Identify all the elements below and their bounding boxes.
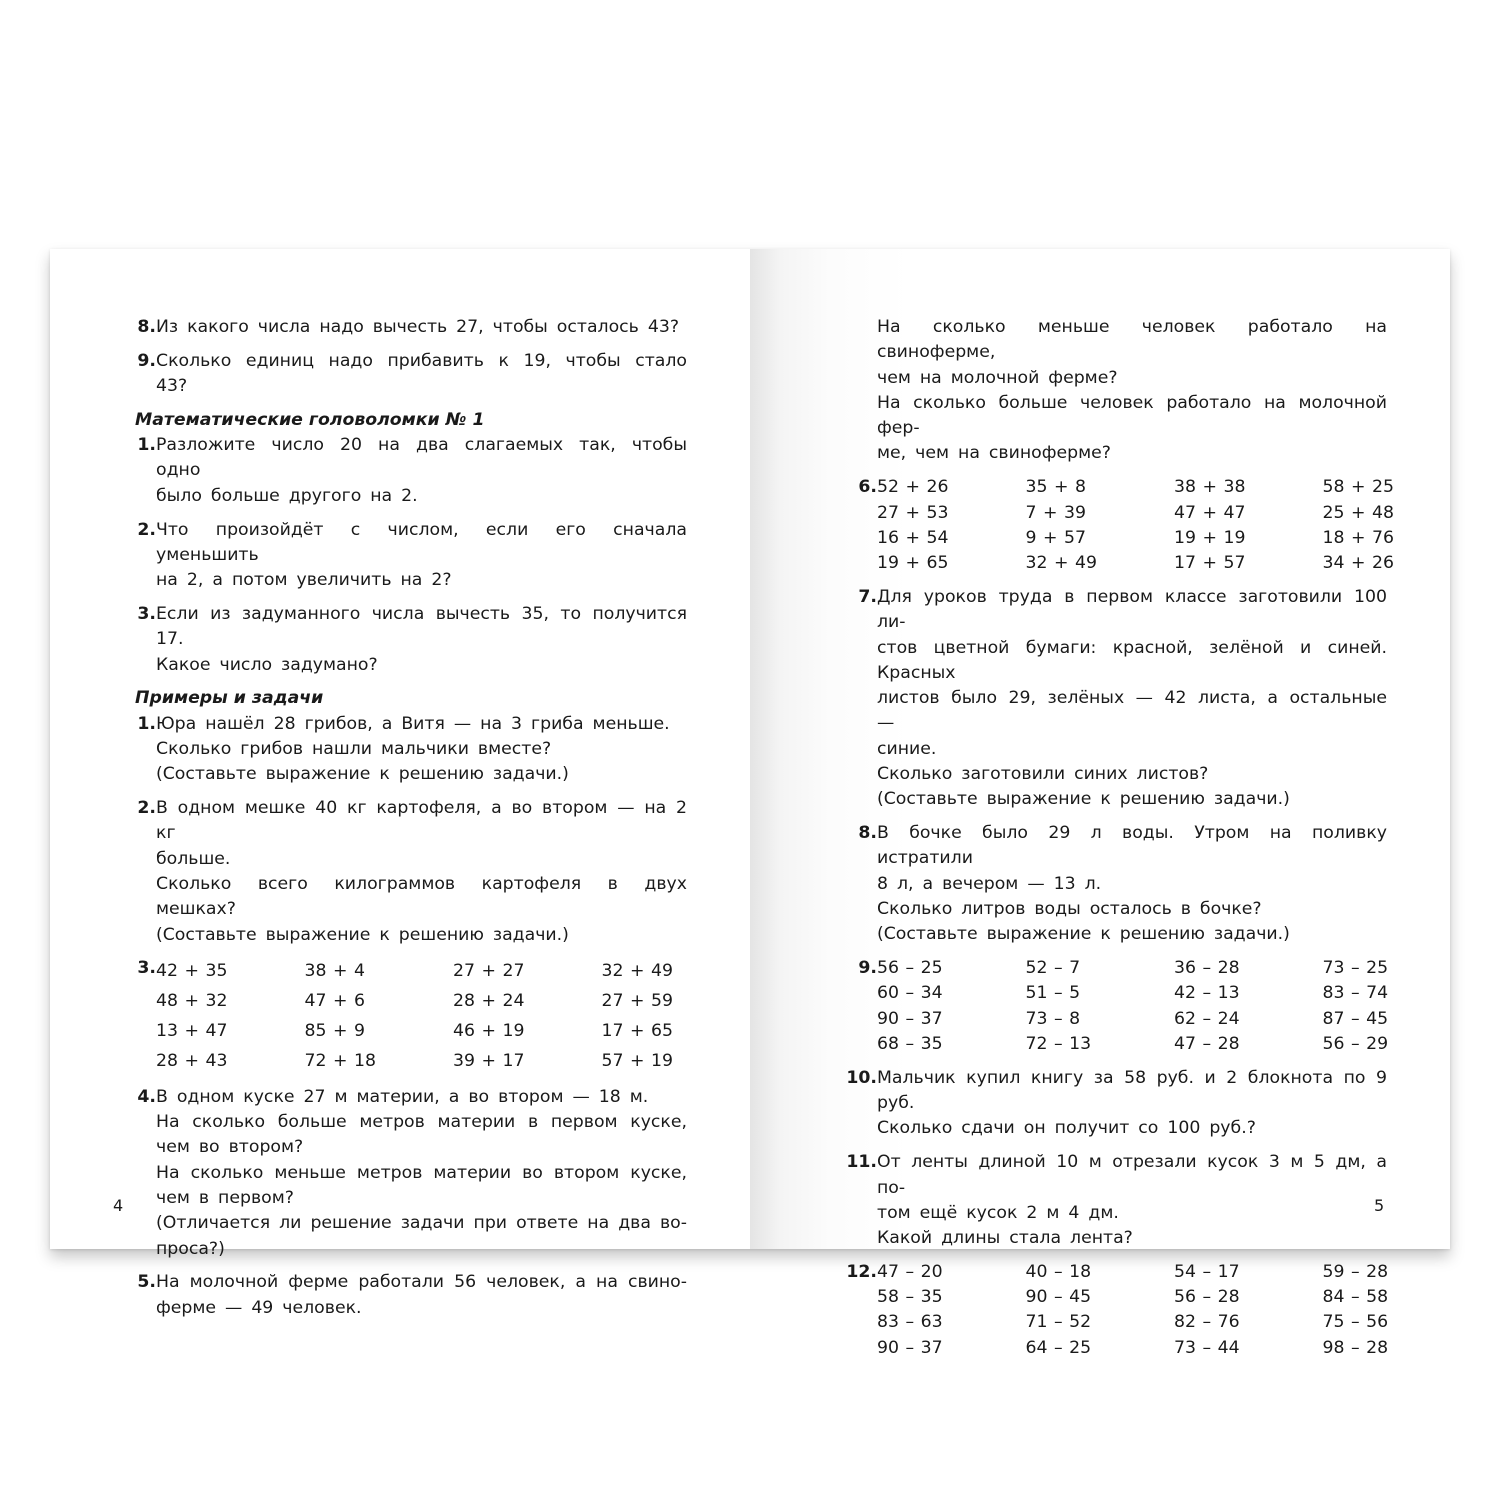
expression-cell: 13 + 47 bbox=[156, 1021, 228, 1042]
expression-cell: 58 – 35 bbox=[877, 1287, 943, 1308]
task-line: Сколько сдачи он получит со 100 руб.? bbox=[877, 1118, 1256, 1139]
task-line: синие. bbox=[877, 738, 937, 759]
expression-cell: 62 – 24 bbox=[1174, 1008, 1240, 1029]
expression-cell: 9 + 57 bbox=[1025, 527, 1086, 548]
task-number: 8. bbox=[858, 823, 877, 844]
task-line: Сколько всего килограммов картофеля в двух мешках? bbox=[156, 873, 687, 920]
task-line: чем во втором? bbox=[156, 1137, 304, 1158]
left-page bbox=[50, 249, 750, 1318]
expression-cell: 48 + 32 bbox=[156, 991, 228, 1012]
task-line: (Составьте выражение к решению задачи.) bbox=[156, 764, 569, 785]
task-number: 11. bbox=[846, 1152, 877, 1173]
expression-cell: 57 + 19 bbox=[601, 1051, 673, 1072]
expression-cell: 35 + 8 bbox=[1025, 477, 1086, 498]
expression-cell: 51 – 5 bbox=[1025, 983, 1081, 1004]
expression-cell: 19 + 19 bbox=[1174, 527, 1246, 548]
task-text: Из какого числа надо вычесть 27, чтобы осталось 43? bbox=[156, 317, 679, 337]
expression-cell: 56 – 28 bbox=[1174, 1287, 1240, 1308]
expression-cell: 90 – 37 bbox=[877, 1008, 943, 1029]
expression-cell: 75 – 56 bbox=[1322, 1312, 1389, 1333]
example-task-9 bbox=[856, 956, 1387, 1057]
expression-cell: 83 – 63 bbox=[877, 1312, 943, 1333]
expression-cell: 17 + 57 bbox=[1174, 553, 1246, 574]
right-page bbox=[750, 249, 1450, 1358]
task-line: чем в первом? bbox=[156, 1188, 294, 1209]
expression-cell: 82 – 76 bbox=[1174, 1312, 1240, 1333]
expression-cell: 36 – 28 bbox=[1174, 958, 1240, 979]
task-line: том ещё кусок 2 м 4 дм. bbox=[877, 1202, 1119, 1223]
task-line: Мальчик купил книгу за 58 руб. и 2 блокнота по 9 руб. bbox=[877, 1067, 1387, 1114]
example-task-7 bbox=[856, 585, 1387, 813]
task-line: На молочной ферме работали 56 человек, а на свино- bbox=[156, 1272, 687, 1293]
task-number: 12. bbox=[846, 1261, 877, 1282]
puzzle-3 bbox=[135, 602, 687, 678]
expression-cell: 52 + 26 bbox=[877, 477, 949, 498]
task-line: больше. bbox=[156, 848, 231, 869]
task-line: листов было 29, зелёных — 42 листа, а остальные — bbox=[877, 688, 1387, 734]
task-number: 4. bbox=[137, 1086, 156, 1107]
expression-cell: 73 – 44 bbox=[1174, 1337, 1240, 1358]
task-number: 2. bbox=[137, 519, 156, 540]
expression-cell: 98 – 28 bbox=[1322, 1337, 1389, 1358]
example-task-6 bbox=[856, 475, 1394, 576]
expression-cell: 32 + 49 bbox=[601, 961, 673, 982]
expression-cell: 28 + 24 bbox=[453, 991, 525, 1012]
example-task-11 bbox=[846, 1150, 1387, 1251]
example-task-10 bbox=[846, 1066, 1387, 1142]
example-task-2 bbox=[135, 796, 687, 948]
expression-cell: 60 – 34 bbox=[877, 983, 943, 1004]
expression-cell: 25 + 48 bbox=[1322, 502, 1394, 523]
task-line: (Составьте выражение к решению задачи.) bbox=[877, 924, 1290, 945]
expression-cell: 17 + 65 bbox=[601, 1021, 673, 1042]
expression-cell: 90 – 45 bbox=[1025, 1287, 1092, 1308]
expression-cell: 27 + 59 bbox=[601, 991, 673, 1012]
expression-cell: 54 – 17 bbox=[1174, 1261, 1240, 1282]
task-number: 3. bbox=[137, 603, 156, 624]
task-number: 8. bbox=[137, 317, 156, 337]
expression-cell: 46 + 19 bbox=[453, 1021, 525, 1042]
task-line: Какое число задумано? bbox=[156, 654, 378, 675]
expression-cell: 47 + 6 bbox=[304, 991, 365, 1012]
task-number: 7. bbox=[858, 586, 877, 607]
page-number: 4 bbox=[113, 1196, 124, 1215]
expression-cell: 47 – 20 bbox=[877, 1261, 943, 1282]
task-line: было больше другого на 2. bbox=[156, 485, 418, 506]
expression-cell: 7 + 39 bbox=[1025, 502, 1086, 523]
expression-cell: 83 – 74 bbox=[1322, 983, 1389, 1004]
expression-cell: 34 + 26 bbox=[1322, 553, 1394, 574]
expression-cell: 27 + 53 bbox=[877, 502, 949, 523]
task-line: чем на молочной ферме? bbox=[877, 367, 1118, 388]
task-line: На сколько меньше метров материи во втором куске, bbox=[156, 1162, 687, 1183]
task-line: (Составьте выражение к решению задачи.) bbox=[156, 924, 569, 945]
task-line: Если из задуманного числа вычесть 35, то получится 17. bbox=[156, 603, 687, 650]
expression-cell: 85 + 9 bbox=[304, 1021, 365, 1042]
puzzle-2 bbox=[135, 518, 687, 594]
task-number: 5. bbox=[137, 1272, 156, 1293]
expression-cell: 42 – 13 bbox=[1174, 983, 1240, 1004]
example-task-8 bbox=[856, 821, 1387, 947]
example-task-5 bbox=[135, 1270, 687, 1321]
task-line: Что произойдёт с числом, если его сначала уменьшить bbox=[156, 519, 687, 565]
expression-cell: 47 + 47 bbox=[1174, 502, 1246, 523]
expression-cell: 87 – 45 bbox=[1322, 1008, 1389, 1029]
expression-cell: 52 – 7 bbox=[1025, 958, 1081, 979]
expression-cell: 16 + 54 bbox=[877, 527, 949, 548]
expression-cell: 73 – 8 bbox=[1025, 1008, 1081, 1029]
example-task-4 bbox=[135, 1085, 687, 1262]
task-9 bbox=[135, 349, 687, 400]
task-line: ме, чем на свиноферме? bbox=[877, 443, 1111, 464]
section-heading-puzzles: Математические головоломки № 1 bbox=[135, 409, 485, 430]
task-line: на 2, а потом увеличить на 2? bbox=[156, 570, 452, 591]
expression-grid bbox=[156, 956, 750, 1076]
example-task-12 bbox=[846, 1260, 1389, 1361]
task-line: проса?) bbox=[156, 1238, 225, 1259]
expression-cell: 84 – 58 bbox=[1322, 1287, 1389, 1308]
task-line: В одном куске 27 м материи, а во втором — 18 м. bbox=[156, 1086, 649, 1107]
expression-cell: 72 + 18 bbox=[304, 1051, 376, 1072]
example-task-1 bbox=[135, 712, 687, 788]
expression-cell: 40 – 18 bbox=[1025, 1261, 1092, 1282]
right-column bbox=[846, 315, 1394, 1370]
task-line: Разложите число 20 на два слагаемых так, чтобы одно bbox=[156, 435, 687, 481]
task-number: 1. bbox=[137, 435, 156, 456]
task-number: 9. bbox=[137, 350, 156, 371]
task-line: Какой длины стала лента? bbox=[877, 1228, 1133, 1249]
puzzle-1 bbox=[135, 433, 687, 509]
expression-grid bbox=[877, 956, 1471, 1057]
expression-grid bbox=[877, 475, 1471, 576]
expression-cell: 18 + 76 bbox=[1322, 527, 1394, 548]
expression-cell: 68 – 35 bbox=[877, 1034, 943, 1055]
expression-cell: 59 – 28 bbox=[1322, 1261, 1389, 1282]
expression-cell: 39 + 17 bbox=[453, 1051, 525, 1072]
task-line: (Составьте выражение к решению задачи.) bbox=[877, 789, 1290, 810]
example-task-3 bbox=[135, 956, 687, 1076]
task-line: (Отличается ли решение задачи при ответе на два во- bbox=[156, 1213, 687, 1234]
task-number: 3. bbox=[137, 958, 156, 979]
task-line: От ленты длиной 10 м отрезали кусок 3 м 5 дм, а по- bbox=[877, 1152, 1387, 1198]
task-line: В бочке было 29 л воды. Утром на поливку истратили bbox=[877, 823, 1387, 869]
expression-cell: 71 – 52 bbox=[1025, 1312, 1092, 1333]
expression-grid bbox=[877, 1260, 1471, 1361]
task-number: 2. bbox=[137, 798, 156, 819]
expression-cell: 19 + 65 bbox=[877, 553, 949, 574]
task-line: Сколько заготовили синих листов? bbox=[877, 764, 1209, 785]
expression-cell: 47 – 28 bbox=[1174, 1034, 1240, 1055]
task-line: Для уроков труда в первом классе заготовили 100 ли- bbox=[877, 586, 1387, 633]
section-heading-examples: Примеры и задачи bbox=[135, 688, 324, 709]
expression-cell: 32 + 49 bbox=[1025, 553, 1097, 574]
expression-cell: 58 + 25 bbox=[1322, 477, 1394, 498]
task-5-continuation bbox=[877, 315, 1387, 467]
expression-cell: 90 – 37 bbox=[877, 1337, 943, 1358]
expression-cell: 72 – 13 bbox=[1025, 1034, 1092, 1055]
expression-cell: 27 + 27 bbox=[453, 961, 525, 982]
expression-cell: 73 – 25 bbox=[1322, 958, 1389, 979]
expression-cell: 64 – 25 bbox=[1025, 1337, 1092, 1358]
left-column bbox=[135, 315, 687, 1330]
task-line: Сколько грибов нашли мальчики вместе? bbox=[156, 738, 552, 759]
task-line: ферме — 49 человек. bbox=[156, 1297, 362, 1318]
expression-cell: 38 + 38 bbox=[1174, 477, 1246, 498]
task-line: Сколько литров воды осталось в бочке? bbox=[877, 899, 1262, 920]
page-number: 5 bbox=[1374, 1196, 1385, 1215]
expression-cell: 28 + 43 bbox=[156, 1051, 228, 1072]
task-line: В одном мешке 40 кг картофеля, а во втором — на 2 кг bbox=[156, 798, 687, 844]
task-number: 10. bbox=[846, 1067, 877, 1088]
book-spread bbox=[50, 249, 1450, 1358]
expression-cell: 42 + 35 bbox=[156, 961, 228, 982]
task-number: 9. bbox=[858, 958, 877, 979]
task-line: стов цветной бумаги: красной, зелёной и синей. Красных bbox=[877, 637, 1387, 683]
task-line: Юра нашёл 28 грибов, а Витя — на 3 гриба меньше. bbox=[156, 713, 670, 734]
expression-cell: 56 – 29 bbox=[1322, 1034, 1389, 1055]
expression-cell: 56 – 25 bbox=[877, 958, 943, 979]
task-number: 1. bbox=[137, 713, 156, 734]
task-line: На сколько больше человек работало на молочной фер- bbox=[877, 392, 1387, 439]
task-line: На сколько меньше человек работало на свиноферме, bbox=[877, 317, 1387, 363]
task-text: Сколько единиц надо прибавить к 19, чтобы стало 43? bbox=[156, 350, 687, 397]
task-line: На сколько больше метров материи в первом куске, bbox=[156, 1112, 687, 1133]
task-number: 6. bbox=[858, 477, 877, 498]
expression-cell: 38 + 4 bbox=[304, 961, 365, 982]
task-line: 8 л, а вечером — 13 л. bbox=[877, 873, 1102, 894]
task-8 bbox=[135, 315, 687, 340]
